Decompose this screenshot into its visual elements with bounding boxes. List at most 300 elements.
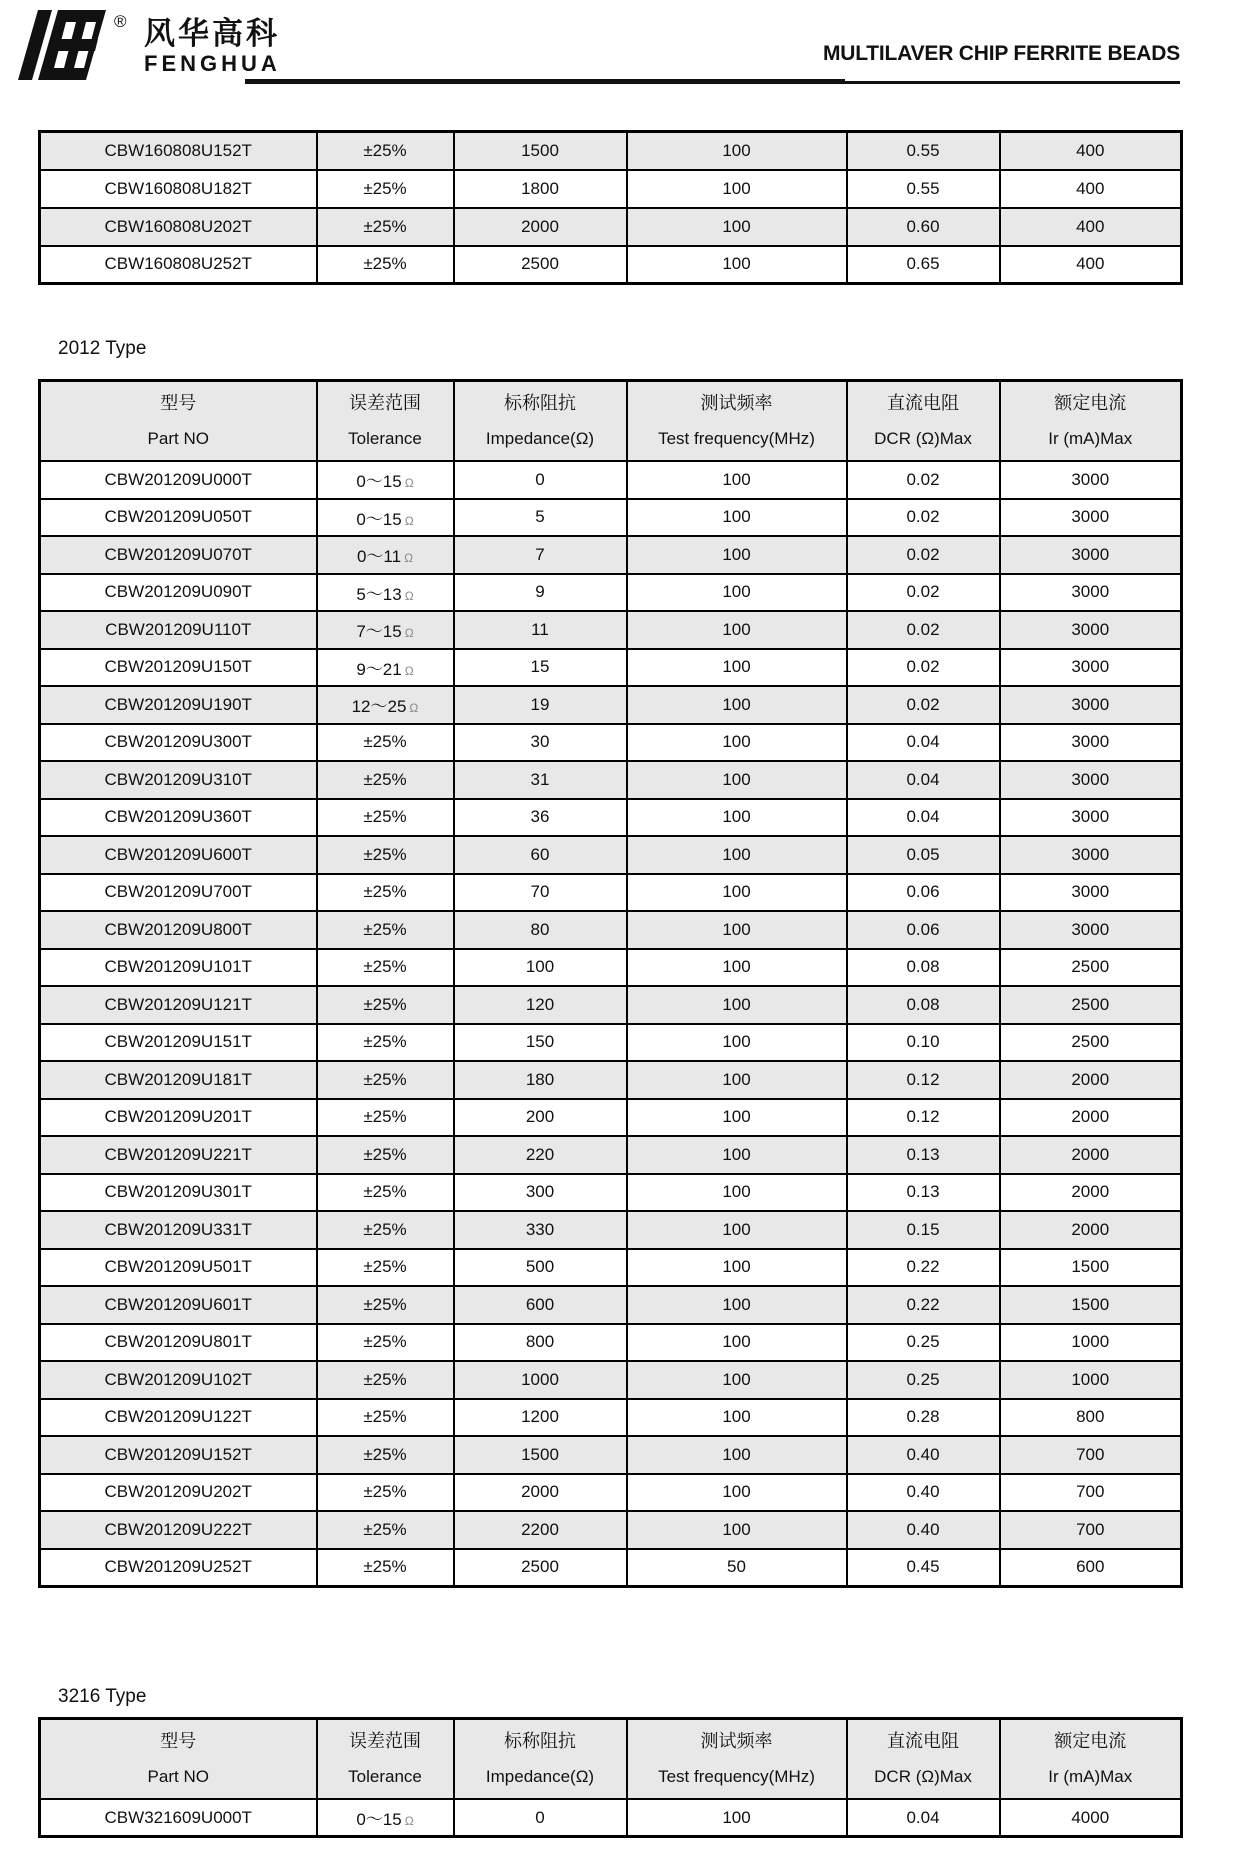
impedance-cell: 1800 [454,170,627,208]
part-no-cell: CBW201209U800T [40,911,317,949]
rated-current-cell: 400 [1000,246,1182,284]
header-rule-thick [245,79,845,84]
column-header-en: Ir (mA)Max [1048,1767,1133,1786]
impedance-cell: 2000 [454,208,627,246]
dcr-cell: 0.02 [847,574,1000,612]
test-frequency-cell: 100 [627,611,847,649]
part-no-cell: CBW201209U700T [40,874,317,912]
tolerance-cell: ±25% [317,208,454,246]
tolerance-cell: ±25% [317,1549,454,1587]
tolerance-cell: ±25% [317,132,454,170]
page-title: MULTILAVER CHIP FERRITE BEADS [822,42,1180,65]
test-frequency-cell: 100 [627,1061,847,1099]
rated-current-cell: 4000 [1000,1799,1182,1837]
rated-current-cell: 3000 [1000,911,1182,949]
dcr-cell: 0.65 [847,246,1000,284]
ohm-symbol: Ω [404,663,414,678]
impedance-cell: 330 [454,1211,627,1249]
column-header-en: Test frequency(MHz) [658,1767,815,1786]
part-no-cell: CBW201209U090T [40,574,317,612]
dcr-cell: 0.04 [847,1799,1000,1837]
table-row [40,1174,1182,1212]
part-no-cell: CBW201209U221T [40,1136,317,1174]
rated-current-cell: 3000 [1000,836,1182,874]
impedance-cell: 200 [454,1099,627,1137]
rated-current-cell: 700 [1000,1474,1182,1512]
dcr-cell: 0.08 [847,986,1000,1024]
table-header-row [40,1719,1182,1800]
table-row [40,1549,1182,1587]
tolerance-cell: ±25% [317,1061,454,1099]
dcr-cell: 0.40 [847,1436,1000,1474]
table-row [40,1211,1182,1249]
table-row [40,1474,1182,1512]
part-no-cell: CBW160808U252T [40,246,317,284]
part-no-cell: CBW201209U222T [40,1511,317,1549]
test-frequency-cell: 100 [627,1099,847,1137]
impedance-cell: 120 [454,986,627,1024]
impedance-cell: 100 [454,949,627,987]
table-row [40,1436,1182,1474]
rated-current-cell: 2500 [1000,1024,1182,1062]
rated-current-cell: 3000 [1000,649,1182,687]
part-no-cell: CBW201209U070T [40,536,317,574]
test-frequency-cell: 100 [627,574,847,612]
test-frequency-cell: 100 [627,246,847,284]
ohm-symbol: Ω [404,1814,414,1828]
dcr-cell: 0.06 [847,911,1000,949]
column-header-part-no [40,1719,317,1800]
column-header-en: Impedance(Ω) [485,1767,595,1786]
impedance-cell: 150 [454,1024,627,1062]
part-no-cell: CBW201209U202T [40,1474,317,1512]
ferrite-beads-table-2012 [38,379,1183,1588]
rated-current-cell: 700 [1000,1511,1182,1549]
impedance-cell: 500 [454,1249,627,1287]
dcr-cell: 0.06 [847,874,1000,912]
tolerance-cell: ±25% [317,799,454,837]
test-frequency-cell: 100 [627,1211,847,1249]
rated-current-cell: 400 [1000,170,1182,208]
test-frequency-cell: 100 [627,499,847,537]
test-frequency-cell: 100 [627,724,847,762]
brand-name-english: FENGHUA [144,50,281,76]
dcr-cell: 0.02 [847,536,1000,574]
tolerance-cell: 5～13 Ω [317,574,454,612]
column-header-tolerance [317,1719,454,1800]
impedance-cell: 1200 [454,1399,627,1437]
part-no-cell: CBW201209U600T [40,836,317,874]
column-header-part-no [40,381,317,462]
rated-current-cell: 1000 [1000,1324,1182,1362]
impedance-cell: 300 [454,1174,627,1212]
rated-current-cell: 3000 [1000,799,1182,837]
rated-current-cell: 2000 [1000,1174,1182,1212]
table-row [40,1399,1182,1437]
ohm-symbol: Ω [409,701,419,716]
table-row [40,208,1182,246]
rated-current-cell: 700 [1000,1436,1182,1474]
part-no-cell: CBW201209U601T [40,1286,317,1324]
dcr-cell: 0.60 [847,208,1000,246]
section-label-3216-type: 3216 Type [58,1686,147,1707]
dcr-cell: 0.13 [847,1136,1000,1174]
dcr-cell: 0.02 [847,499,1000,537]
test-frequency-cell: 100 [627,686,847,724]
table-row [40,649,1182,687]
dcr-cell: 0.08 [847,949,1000,987]
rated-current-cell: 3000 [1000,761,1182,799]
dcr-cell: 0.15 [847,1211,1000,1249]
part-no-cell: CBW321609U000T [40,1799,317,1837]
column-header-en: Tolerance [348,1767,422,1786]
rated-current-cell: 2500 [1000,949,1182,987]
impedance-cell: 220 [454,1136,627,1174]
table-row [40,1136,1182,1174]
column-header-impedance [454,1719,627,1800]
tolerance-cell: ±25% [317,836,454,874]
test-frequency-cell: 100 [627,1436,847,1474]
test-frequency-cell: 100 [627,461,847,499]
rated-current-cell: 400 [1000,208,1182,246]
rated-current-cell: 2000 [1000,1211,1182,1249]
tolerance-cell: ±25% [317,1361,454,1399]
impedance-cell: 600 [454,1286,627,1324]
dcr-cell: 0.12 [847,1099,1000,1137]
part-no-cell: CBW201209U801T [40,1324,317,1362]
fenghua-logo-icon [14,8,106,82]
part-no-cell: CBW201209U501T [40,1249,317,1287]
table-row [40,246,1182,284]
rated-current-cell: 1000 [1000,1361,1182,1399]
test-frequency-cell: 100 [627,874,847,912]
part-no-cell: CBW201209U150T [40,649,317,687]
dcr-cell: 0.55 [847,132,1000,170]
dcr-cell: 0.05 [847,836,1000,874]
table-row [40,611,1182,649]
column-header-tolerance [317,381,454,462]
part-no-cell: CBW201209U151T [40,1024,317,1062]
dcr-cell: 0.22 [847,1286,1000,1324]
header-rule-thin [845,81,1180,84]
rated-current-cell: 1500 [1000,1249,1182,1287]
column-header-test-frequency [627,381,847,462]
table-row [40,911,1182,949]
part-no-cell: CBW201209U190T [40,686,317,724]
column-header-zh: 测试频率 [700,393,773,413]
column-header-en: DCR (Ω)Max [874,1767,972,1786]
impedance-cell: 800 [454,1324,627,1362]
column-header-en: Part NO [147,429,209,448]
impedance-cell: 7 [454,536,627,574]
rated-current-cell: 400 [1000,132,1182,170]
impedance-cell: 31 [454,761,627,799]
impedance-cell: 180 [454,1061,627,1099]
table-row [40,461,1182,499]
column-header-en: DCR (Ω)Max [874,429,972,448]
column-header-rated-current [1000,1719,1182,1800]
part-no-cell: CBW201209U102T [40,1361,317,1399]
table-row [40,1286,1182,1324]
tolerance-cell: ±25% [317,874,454,912]
rated-current-cell: 2000 [1000,1099,1182,1137]
impedance-cell: 9 [454,574,627,612]
table-row [40,1099,1182,1137]
test-frequency-cell: 100 [627,536,847,574]
dcr-cell: 0.28 [847,1399,1000,1437]
rated-current-cell: 3000 [1000,874,1182,912]
part-no-cell: CBW201209U152T [40,1436,317,1474]
impedance-cell: 60 [454,836,627,874]
impedance-cell: 2000 [454,1474,627,1512]
dcr-cell: 0.40 [847,1474,1000,1512]
ohm-symbol: Ω [404,513,414,528]
rated-current-cell: 2500 [1000,986,1182,1024]
test-frequency-cell: 100 [627,170,847,208]
test-frequency-cell: 100 [627,132,847,170]
dcr-cell: 0.10 [847,1024,1000,1062]
column-header-zh: 额定电流 [1054,393,1127,413]
test-frequency-cell: 100 [627,1361,847,1399]
tolerance-cell: 0～11 Ω [317,536,454,574]
rated-current-cell: 3000 [1000,611,1182,649]
rated-current-cell: 3000 [1000,686,1182,724]
test-frequency-cell: 100 [627,761,847,799]
dcr-cell: 0.25 [847,1324,1000,1362]
tolerance-cell: 0～15 Ω [317,499,454,537]
test-frequency-cell: 100 [627,1799,847,1837]
column-header-zh: 直流电阻 [887,393,959,413]
dcr-cell: 0.02 [847,649,1000,687]
test-frequency-cell: 50 [627,1549,847,1587]
tolerance-cell: 12～25 Ω [317,686,454,724]
ohm-symbol: Ω [404,626,414,641]
impedance-cell: 0 [454,1799,627,1837]
part-no-cell: CBW201209U181T [40,1061,317,1099]
table-row [40,799,1182,837]
dcr-cell: 0.02 [847,611,1000,649]
rated-current-cell: 3000 [1000,536,1182,574]
test-frequency-cell: 100 [627,799,847,837]
dcr-cell: 0.04 [847,799,1000,837]
logo-text [144,18,281,75]
test-frequency-cell: 100 [627,986,847,1024]
impedance-cell: 1500 [454,132,627,170]
column-header-zh: 额定电流 [1054,1731,1127,1751]
test-frequency-cell: 100 [627,836,847,874]
tolerance-cell: ±25% [317,1324,454,1362]
rated-current-cell: 1500 [1000,1286,1182,1324]
table-header-row [40,381,1182,462]
brand-name-chinese: 风华高科 [144,16,280,51]
column-header-en: Tolerance [348,429,422,448]
tolerance-cell: ±25% [317,1436,454,1474]
ohm-symbol: Ω [404,551,414,566]
registered-trademark-icon: ® [114,12,127,31]
tolerance-cell: ±25% [317,1399,454,1437]
tolerance-cell: 9～21 Ω [317,649,454,687]
test-frequency-cell: 100 [627,1249,847,1287]
tolerance-cell: ±25% [317,170,454,208]
test-frequency-cell: 100 [627,949,847,987]
ohm-symbol: Ω [404,588,414,603]
table-row [40,949,1182,987]
table-row [40,170,1182,208]
rated-current-cell: 3000 [1000,724,1182,762]
ferrite-beads-table-3216 [38,1717,1183,1838]
dcr-cell: 0.04 [847,724,1000,762]
part-no-cell: CBW201209U122T [40,1399,317,1437]
tolerance-cell: 0～15 Ω [317,1799,454,1837]
tolerance-cell: ±25% [317,1286,454,1324]
dcr-cell: 0.13 [847,1174,1000,1212]
part-no-cell: CBW201209U110T [40,611,317,649]
table-row [40,499,1182,537]
column-header-zh: 测试频率 [700,1731,773,1751]
test-frequency-cell: 100 [627,1286,847,1324]
rated-current-cell: 3000 [1000,499,1182,537]
part-no-cell: CBW160808U182T [40,170,317,208]
column-header-zh: 误差范围 [349,393,421,413]
part-no-cell: CBW201209U310T [40,761,317,799]
column-header-impedance [454,381,627,462]
part-no-cell: CBW201209U331T [40,1211,317,1249]
part-no-cell: CBW201209U300T [40,724,317,762]
column-header-zh: 直流电阻 [887,1731,959,1751]
tolerance-cell: ±25% [317,986,454,1024]
part-no-cell: CBW201209U201T [40,1099,317,1137]
section-label-2012-type: 2012 Type [58,338,147,359]
dcr-cell: 0.40 [847,1511,1000,1549]
tolerance-cell: ±25% [317,1211,454,1249]
table-row [40,1024,1182,1062]
impedance-cell: 36 [454,799,627,837]
impedance-cell: 15 [454,649,627,687]
table-row [40,132,1182,170]
rated-current-cell: 3000 [1000,574,1182,612]
table-row [40,574,1182,612]
column-header-test-frequency [627,1719,847,1800]
column-header-en: Ir (mA)Max [1048,429,1133,448]
table-row [40,1324,1182,1362]
tolerance-cell: ±25% [317,1474,454,1512]
tolerance-cell: ±25% [317,761,454,799]
dcr-cell: 0.45 [847,1549,1000,1587]
test-frequency-cell: 100 [627,1474,847,1512]
table-row [40,761,1182,799]
table-row [40,1511,1182,1549]
test-frequency-cell: 100 [627,1174,847,1212]
column-header-dcr [847,1719,1000,1800]
impedance-cell: 1500 [454,1436,627,1474]
part-no-cell: CBW201209U050T [40,499,317,537]
table-row [40,1361,1182,1399]
table-row [40,874,1182,912]
impedance-cell: 11 [454,611,627,649]
test-frequency-cell: 100 [627,1399,847,1437]
test-frequency-cell: 100 [627,911,847,949]
column-header-zh: 型号 [160,393,197,413]
column-header-zh: 型号 [160,1731,197,1751]
tolerance-cell: 7～15 Ω [317,611,454,649]
tolerance-cell: ±25% [317,724,454,762]
column-header-en: Test frequency(MHz) [658,429,815,448]
table-row [40,724,1182,762]
test-frequency-cell: 100 [627,1324,847,1362]
table-row [40,686,1182,724]
rated-current-cell: 600 [1000,1549,1182,1587]
dcr-cell: 0.02 [847,686,1000,724]
ohm-symbol: Ω [404,476,414,491]
part-no-cell: CBW201209U121T [40,986,317,1024]
dcr-cell: 0.22 [847,1249,1000,1287]
rated-current-cell: 800 [1000,1399,1182,1437]
ferrite-beads-table-1608-continued [38,130,1183,285]
test-frequency-cell: 100 [627,649,847,687]
column-header-rated-current [1000,381,1182,462]
column-header-en: Part NO [147,1767,209,1786]
tolerance-cell: ±25% [317,949,454,987]
impedance-cell: 1000 [454,1361,627,1399]
test-frequency-cell: 100 [627,1511,847,1549]
tolerance-cell: ±25% [317,1511,454,1549]
impedance-cell: 70 [454,874,627,912]
table-row [40,536,1182,574]
column-header-zh: 标称阻抗 [504,1731,576,1751]
dcr-cell: 0.12 [847,1061,1000,1099]
table-row [40,1061,1182,1099]
part-no-cell: CBW160808U152T [40,132,317,170]
rated-current-cell: 2000 [1000,1061,1182,1099]
tolerance-cell: ±25% [317,1249,454,1287]
column-header-zh: 标称阻抗 [504,393,576,413]
tolerance-cell: ±25% [317,1024,454,1062]
test-frequency-cell: 100 [627,1024,847,1062]
impedance-cell: 19 [454,686,627,724]
column-header-dcr [847,381,1000,462]
tolerance-cell: ±25% [317,1174,454,1212]
test-frequency-cell: 100 [627,1136,847,1174]
tolerance-cell: 0～15 Ω [317,461,454,499]
table-row [40,836,1182,874]
column-header-en: Impedance(Ω) [485,429,595,448]
part-no-cell: CBW201209U360T [40,799,317,837]
impedance-cell: 30 [454,724,627,762]
impedance-cell: 2200 [454,1511,627,1549]
column-header-zh: 误差范围 [349,1731,421,1751]
tolerance-cell: ±25% [317,1099,454,1137]
table-row [40,986,1182,1024]
impedance-cell: 5 [454,499,627,537]
dcr-cell: 0.02 [847,461,1000,499]
impedance-cell: 0 [454,461,627,499]
dcr-cell: 0.04 [847,761,1000,799]
part-no-cell: CBW201209U101T [40,949,317,987]
table-row [40,1799,1182,1837]
rated-current-cell: 3000 [1000,461,1182,499]
impedance-cell: 80 [454,911,627,949]
tolerance-cell: ±25% [317,1136,454,1174]
impedance-cell: 2500 [454,1549,627,1587]
tolerance-cell: ±25% [317,246,454,284]
fenghua-logo [14,6,434,86]
rated-current-cell: 2000 [1000,1136,1182,1174]
table-row [40,1249,1182,1287]
dcr-cell: 0.55 [847,170,1000,208]
tolerance-cell: ±25% [317,911,454,949]
dcr-cell: 0.25 [847,1361,1000,1399]
part-no-cell: CBW201209U301T [40,1174,317,1212]
